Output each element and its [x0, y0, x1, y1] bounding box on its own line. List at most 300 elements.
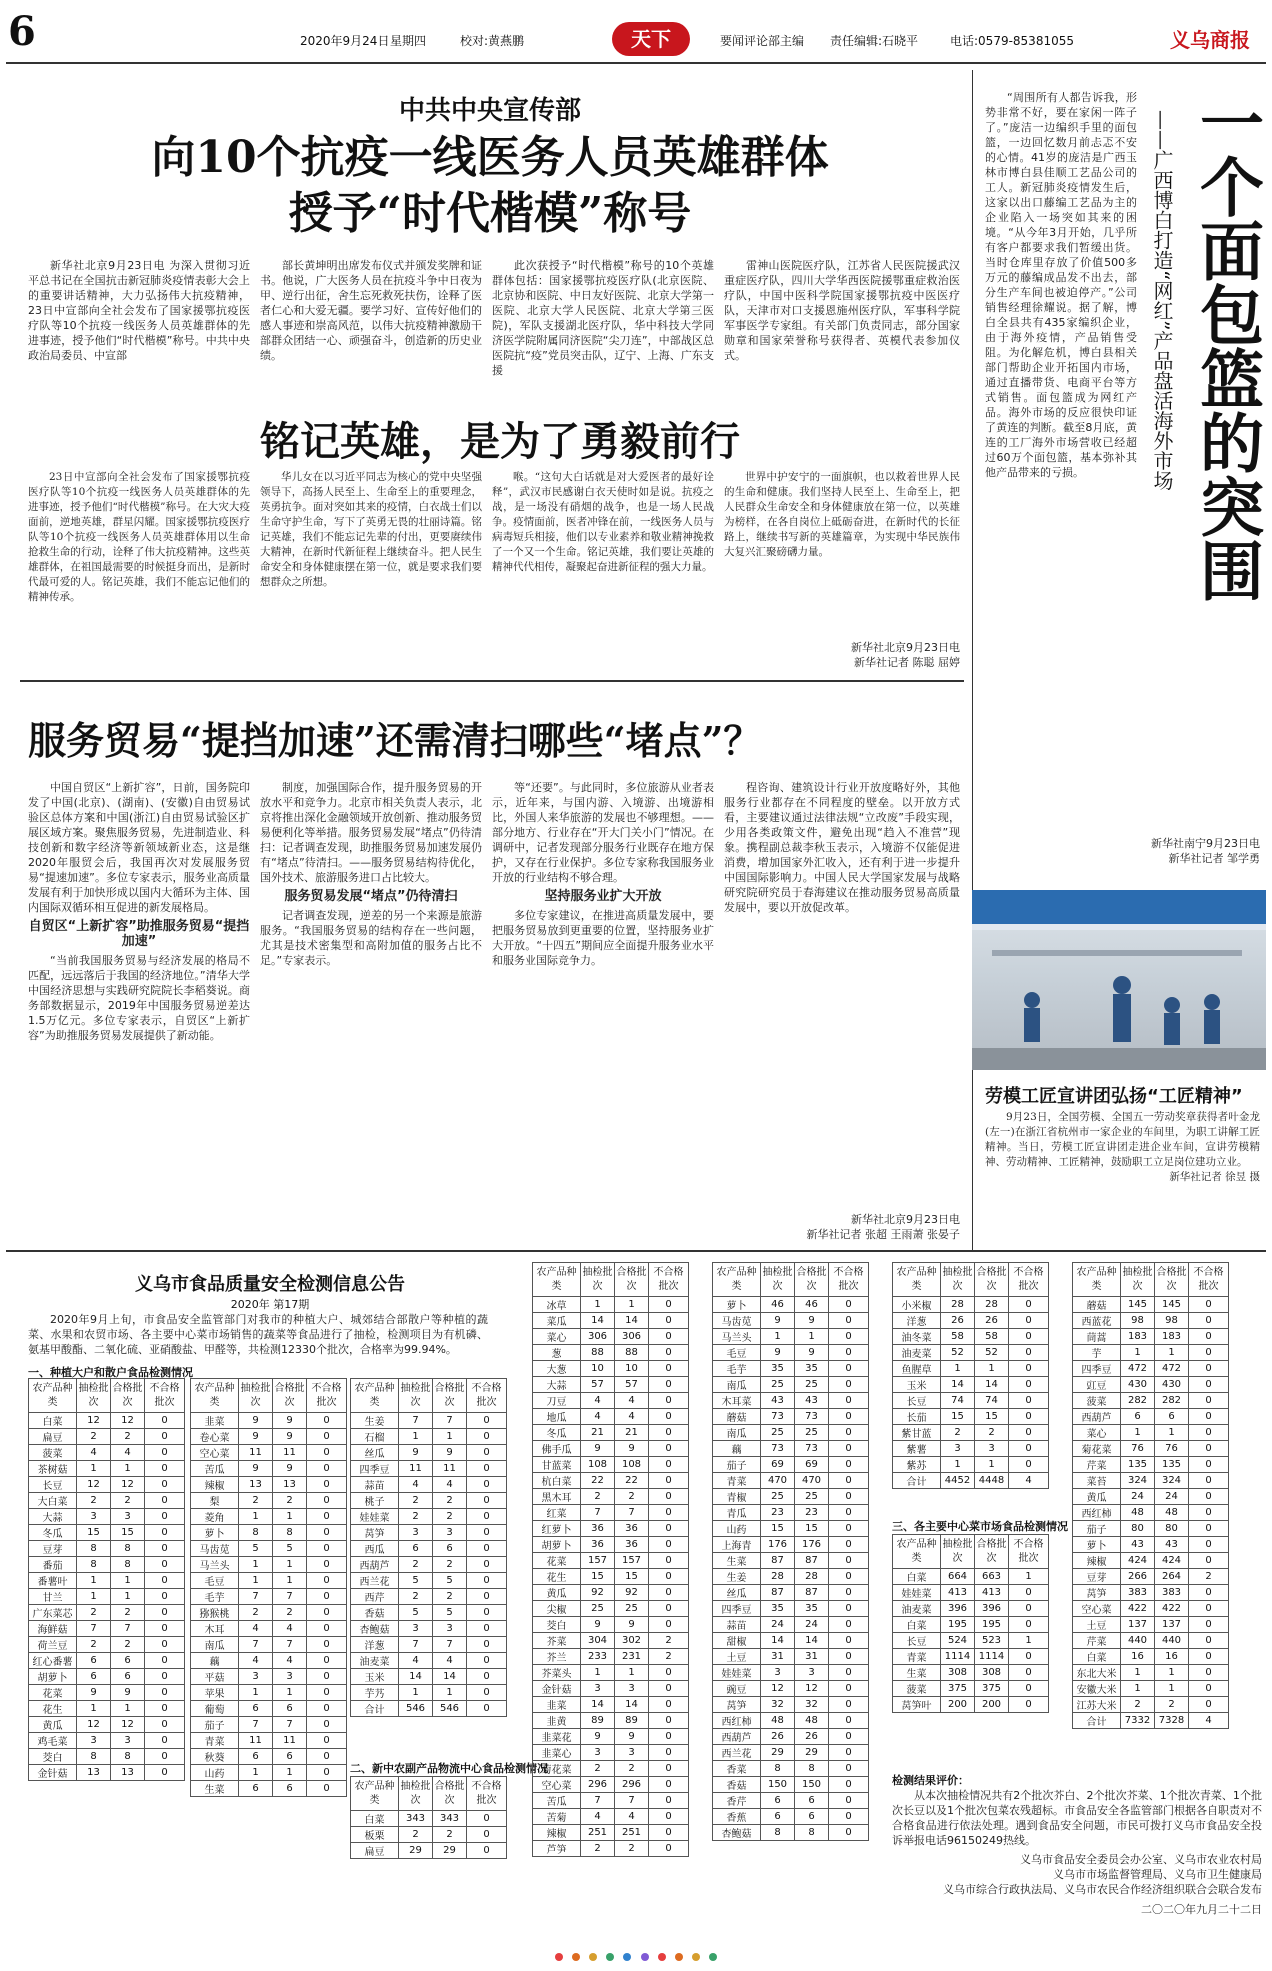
- table-cell: 0: [829, 1617, 869, 1633]
- table-cell: 芹菜: [1073, 1457, 1121, 1473]
- table-cell: 57: [581, 1377, 615, 1393]
- table-cell: 0: [829, 1329, 869, 1345]
- food-table-6: [712, 1262, 869, 1841]
- table-cell: 2: [649, 1649, 689, 1665]
- table-cell: 25: [761, 1377, 795, 1393]
- table-row: [29, 1749, 185, 1765]
- table-cell: 0: [1189, 1393, 1229, 1409]
- table-cell: 合计: [1073, 1713, 1121, 1729]
- table-cell: 0: [829, 1665, 869, 1681]
- food-sec2-title: 二、新中农副产品物流中心食品检测情况: [350, 1762, 548, 1775]
- table-cell: 440: [1155, 1633, 1189, 1649]
- table-cell: 0: [1009, 1329, 1049, 1345]
- column-header: 合格批次: [615, 1263, 649, 1297]
- column-header: 农产品种类: [533, 1263, 581, 1297]
- table-cell: 0: [467, 1541, 507, 1557]
- table-cell: 6: [77, 1669, 111, 1685]
- table-cell: 6: [273, 1701, 307, 1717]
- table-row: [29, 1669, 185, 1685]
- table-cell: 25: [761, 1425, 795, 1441]
- table-cell: 0: [1009, 1457, 1049, 1473]
- table-cell: 莴笋: [351, 1525, 399, 1541]
- table-row: [713, 1441, 869, 1457]
- table-row: [191, 1605, 347, 1621]
- table-cell: 195: [975, 1617, 1009, 1633]
- table-row: [713, 1601, 869, 1617]
- table-cell: 0: [145, 1477, 185, 1493]
- table-cell: 0: [307, 1525, 347, 1541]
- column-header: 合格批次: [273, 1379, 307, 1413]
- table-cell: 88: [581, 1345, 615, 1361]
- table-cell: 2: [399, 1509, 433, 1525]
- table-cell: 苦菊: [533, 1809, 581, 1825]
- table-cell: 9: [581, 1729, 615, 1745]
- table-cell: 西葫芦: [1073, 1409, 1121, 1425]
- footer-dot: [675, 1953, 683, 1961]
- table-cell: 板栗: [351, 1827, 399, 1843]
- table-cell: 35: [761, 1361, 795, 1377]
- footer-dot: [709, 1953, 717, 1961]
- table-cell: 302: [615, 1633, 649, 1649]
- food-table-9: [1072, 1262, 1229, 1729]
- column-header: 抽检批次: [239, 1379, 273, 1413]
- table-cell: 空心菜: [191, 1445, 239, 1461]
- table-cell: 22: [615, 1473, 649, 1489]
- table-cell: 12: [111, 1717, 145, 1733]
- table-cell: 4: [581, 1809, 615, 1825]
- table-cell: 茭白: [29, 1749, 77, 1765]
- table-cell: 15: [941, 1409, 975, 1425]
- table-cell: 6: [433, 1541, 467, 1557]
- food-signers: 义乌市食品安全委员会办公室、义乌市农业农村局 义乌市市场监督管理局、义乌市卫生健康局 义乌市综合行政执法局、义乌市农民合作经济组织联合会联合发布: [943, 1853, 1262, 1896]
- table-cell: 0: [829, 1441, 869, 1457]
- table-cell: 4: [399, 1477, 433, 1493]
- table-cell: 大蒜: [29, 1509, 77, 1525]
- side-title: 一个面包篮的突围: [1189, 90, 1264, 602]
- table-cell: 8: [795, 1825, 829, 1841]
- table-cell: 安徽大米: [1073, 1681, 1121, 1697]
- table-row: [713, 1505, 869, 1521]
- table-header-row: [533, 1263, 689, 1297]
- table-cell: 紫薯: [893, 1441, 941, 1457]
- table-cell: 0: [1189, 1457, 1229, 1473]
- table-cell: 1: [273, 1765, 307, 1781]
- footer-dot: [658, 1953, 666, 1961]
- table-cell: 菱角: [191, 1509, 239, 1525]
- table-cell: 0: [829, 1345, 869, 1361]
- table-cell: 43: [795, 1393, 829, 1409]
- table-cell: 4: [273, 1653, 307, 1669]
- table-cell: 0: [829, 1393, 869, 1409]
- table-row: [893, 1665, 1049, 1681]
- table-row: [533, 1761, 689, 1777]
- table-cell: 9: [795, 1313, 829, 1329]
- table-cell: 0: [1189, 1553, 1229, 1569]
- table-cell: 2: [239, 1493, 273, 1509]
- table-cell: 木耳菜: [713, 1393, 761, 1409]
- table-cell: 杏鲍菇: [713, 1825, 761, 1841]
- table-row: [351, 1605, 507, 1621]
- table-cell: 0: [1189, 1473, 1229, 1489]
- table-row: [351, 1557, 507, 1573]
- food-table-5: [532, 1262, 689, 1857]
- table-cell: 1: [1155, 1345, 1189, 1361]
- table-cell: 9: [273, 1429, 307, 1445]
- table-row: [1073, 1633, 1229, 1649]
- table-cell: 四季豆: [351, 1461, 399, 1477]
- table-cell: 香蕉: [713, 1809, 761, 1825]
- table-cell: 29: [761, 1745, 795, 1761]
- column-header: 农产品种类: [713, 1263, 761, 1297]
- table-cell: 7: [273, 1589, 307, 1605]
- table-cell: 平菇: [191, 1669, 239, 1685]
- table-row: [351, 1653, 507, 1669]
- table-cell: 0: [307, 1605, 347, 1621]
- eval-text: 从本次抽检情况共有2个批次芥白、2个批次芥菜、1个批次青菜、1个批次长豆以及1个批次包菜农残超标。市食品安全各监管部门根据各自职责对不合格食品进行依法处理。遇到食品安全问题，市民可拨打义乌市食品安全投诉举报电话96150249热线。: [892, 1789, 1262, 1847]
- table-row: [1073, 1393, 1229, 1409]
- table-row: [713, 1729, 869, 1745]
- table-cell: 470: [795, 1473, 829, 1489]
- table-cell: 0: [829, 1729, 869, 1745]
- table-cell: 2: [273, 1605, 307, 1621]
- column-header: 农产品种类: [351, 1379, 399, 1413]
- table-cell: 472: [1155, 1361, 1189, 1377]
- table-cell: 396: [941, 1601, 975, 1617]
- table-cell: 2: [615, 1761, 649, 1777]
- table-cell: 36: [581, 1521, 615, 1537]
- table-cell: 375: [975, 1681, 1009, 1697]
- table-cell: 0: [307, 1621, 347, 1637]
- table-row: [533, 1841, 689, 1857]
- table-cell: 1: [1121, 1665, 1155, 1681]
- table-cell: 7: [399, 1413, 433, 1429]
- table-row: [351, 1445, 507, 1461]
- table-cell: 海鲜菇: [29, 1621, 77, 1637]
- table-cell: 306: [581, 1329, 615, 1345]
- table-cell: 1: [77, 1573, 111, 1589]
- table-row: [191, 1637, 347, 1653]
- table-cell: 蒜苗: [713, 1617, 761, 1633]
- commentary-col-3: 喉。“这句大白话就是对大爱医者的最好诠释”，武汉市民感谢白衣天使时如是说。抗疫之战，是一场没有硝烟的战争，也是一场人民战争。疫情面前，医者冲锋在前，一线医务人员与病毒短兵相接，他们以专业素养和敬业精神挽救了一个又一个生命。铭记英雄，我们要让英雄的精神代代相传，凝聚起奋进新征程的强大力量。: [492, 471, 714, 573]
- table-cell: 2: [615, 1841, 649, 1857]
- table-cell: 0: [1009, 1377, 1049, 1393]
- table-cell: 0: [829, 1713, 869, 1729]
- table-cell: 番薯叶: [29, 1573, 77, 1589]
- table-cell: 山药: [191, 1765, 239, 1781]
- table-row: [533, 1633, 689, 1649]
- table-cell: 0: [1009, 1425, 1049, 1441]
- footer-dots: [0, 1946, 1272, 1965]
- table-cell: 黄瓜: [29, 1717, 77, 1733]
- table-row: [29, 1413, 185, 1429]
- table-cell: 生菜: [893, 1665, 941, 1681]
- table-cell: 24: [761, 1617, 795, 1633]
- column-header: 合格批次: [1155, 1263, 1189, 1297]
- side-byline: 新华社南宁9月23日电 新华社记者 邹学勇: [1151, 837, 1260, 865]
- table-cell: 紫甘蓝: [893, 1425, 941, 1441]
- table-cell: 0: [649, 1489, 689, 1505]
- table-cell: 丝瓜: [351, 1445, 399, 1461]
- table-cell: 523: [975, 1633, 1009, 1649]
- table-cell: 14: [615, 1697, 649, 1713]
- table-row: [1073, 1377, 1229, 1393]
- table-cell: 9: [615, 1729, 649, 1745]
- table-cell: 0: [829, 1377, 869, 1393]
- table-cell: 0: [145, 1733, 185, 1749]
- trade-title: 服务贸易“提挡加速”还需清扫哪些“堵点”？: [28, 718, 762, 763]
- table-cell: 豆芽: [29, 1541, 77, 1557]
- table-cell: 15: [761, 1521, 795, 1537]
- table-row: [191, 1509, 347, 1525]
- trade-byline: 新华社北京9月23日电 新华社记者 张超 王雨萧 张晏子: [806, 1213, 960, 1241]
- table-cell: 0: [467, 1827, 507, 1843]
- table-cell: 1: [273, 1685, 307, 1701]
- table-cell: 7: [615, 1505, 649, 1521]
- table-cell: 2: [399, 1493, 433, 1509]
- table-row: [533, 1393, 689, 1409]
- table-row: [29, 1541, 185, 1557]
- lead-col-3: 此次获授予“时代楷模”称号的10个英雄群体包括：国家援鄂抗疫医疗队(北京医院、北京协和医院、中日友好医院、北京大学第一医院、北京大学人民医院、北京大学第三医院)，军队支援湖北医疗队，华中科技大学同济医学院附属同济医院“尖刀连”，中部战区总医院抗“疫”党员突击队，辽宁、上海、广东支援: [492, 259, 714, 377]
- column-header: 不合格批次: [467, 1379, 507, 1413]
- table-cell: 0: [467, 1669, 507, 1685]
- table-cell: 0: [467, 1621, 507, 1637]
- table-row: [191, 1557, 347, 1573]
- table-cell: 176: [795, 1537, 829, 1553]
- table-cell: 红萝卜: [533, 1521, 581, 1537]
- table-row: [1073, 1681, 1229, 1697]
- table-cell: 413: [941, 1585, 975, 1601]
- table-cell: 6: [1155, 1409, 1189, 1425]
- food-table-4: [350, 1776, 507, 1859]
- table-cell: 2: [649, 1633, 689, 1649]
- table-cell: 69: [795, 1457, 829, 1473]
- table-cell: 324: [1155, 1473, 1189, 1489]
- table-cell: 2: [399, 1827, 433, 1843]
- table-row: [893, 1361, 1049, 1377]
- table-cell: 0: [307, 1781, 347, 1797]
- table-row: [893, 1329, 1049, 1345]
- table-cell: 5: [433, 1605, 467, 1621]
- table-row: [533, 1505, 689, 1521]
- table-row: [713, 1329, 869, 1345]
- table-cell: 青菜: [191, 1733, 239, 1749]
- table-header-row: [351, 1379, 507, 1413]
- table-cell: 油麦菜: [893, 1601, 941, 1617]
- table-cell: 红心番薯: [29, 1653, 77, 1669]
- table-cell: 0: [307, 1493, 347, 1509]
- table-row: [893, 1681, 1049, 1697]
- table-cell: 娃娃菜: [713, 1665, 761, 1681]
- table-cell: 尖椒: [533, 1601, 581, 1617]
- table-cell: 1: [111, 1573, 145, 1589]
- table-cell: 9: [77, 1685, 111, 1701]
- table-cell: 西葫芦: [351, 1557, 399, 1573]
- table-cell: 2: [239, 1605, 273, 1621]
- table-cell: 0: [145, 1685, 185, 1701]
- table-row: [533, 1825, 689, 1841]
- table-cell: 南瓜: [713, 1425, 761, 1441]
- table-cell: 2: [111, 1493, 145, 1509]
- column-header: 农产品种类: [1073, 1263, 1121, 1297]
- table-row: [351, 1509, 507, 1525]
- table-cell: 花生: [29, 1701, 77, 1717]
- table-row: [191, 1573, 347, 1589]
- photo-body: 9月23日，全国劳模、全国五一劳动奖章获得者叶金龙(左一)在浙江省杭州市一家企业的车间里，为职工讲解工匠精神。当日，劳模工匠宣讲团走进企业车间，宣讲劳模精神、劳动精神、工匠精神，鼓励职工立足岗位建功立业。 新华社记者 徐昱 摄: [985, 1111, 1260, 1183]
- table-cell: 7: [433, 1413, 467, 1429]
- table-cell: 茄子: [191, 1717, 239, 1733]
- table-cell: 8: [761, 1761, 795, 1777]
- table-cell: 137: [1155, 1617, 1189, 1633]
- table-cell: 0: [307, 1717, 347, 1733]
- table-cell: 48: [795, 1713, 829, 1729]
- table-cell: 470: [761, 1473, 795, 1489]
- table-cell: 1: [239, 1509, 273, 1525]
- table-cell: 马兰头: [713, 1329, 761, 1345]
- table-row: [29, 1461, 185, 1477]
- phone: 电话:0579-85381055: [950, 34, 1074, 48]
- table-cell: 0: [649, 1409, 689, 1425]
- table-cell: 87: [795, 1585, 829, 1601]
- table-cell: 蘑菇: [1073, 1297, 1121, 1313]
- table-cell: 洋葱: [351, 1637, 399, 1653]
- table-cell: 664: [941, 1569, 975, 1585]
- table-cell: 冰草: [533, 1297, 581, 1313]
- table-cell: 0: [145, 1749, 185, 1765]
- table-cell: 杏鲍菇: [351, 1621, 399, 1637]
- table-cell: 8: [77, 1557, 111, 1573]
- table-cell: 0: [1189, 1633, 1229, 1649]
- table-row: [351, 1827, 507, 1843]
- table-cell: 3: [433, 1621, 467, 1637]
- table-cell: 24: [1155, 1489, 1189, 1505]
- column-header: 农产品种类: [351, 1777, 399, 1811]
- table-row: [29, 1653, 185, 1669]
- table-cell: 32: [761, 1697, 795, 1713]
- table-cell: 0: [1189, 1601, 1229, 1617]
- table-cell: 0: [1009, 1361, 1049, 1377]
- section-divider: [20, 680, 964, 682]
- table-row: [713, 1569, 869, 1585]
- table-cell: 毛芋: [713, 1361, 761, 1377]
- table-cell: 地瓜: [533, 1409, 581, 1425]
- table-cell: 0: [1189, 1313, 1229, 1329]
- column-header: 农产品种类: [29, 1379, 77, 1413]
- table-row: [1073, 1617, 1229, 1633]
- table-cell: 鱼腥草: [893, 1361, 941, 1377]
- table-cell: 1: [111, 1461, 145, 1477]
- table-cell: 辣椒: [1073, 1553, 1121, 1569]
- table-cell: 0: [307, 1733, 347, 1749]
- photo-caption: 劳模工匠宣讲团弘扬“工匠精神”: [985, 1086, 1243, 1107]
- column-header: 不合格批次: [1189, 1263, 1229, 1297]
- table-row: [29, 1429, 185, 1445]
- table-cell: 0: [1009, 1665, 1049, 1681]
- table-cell: 7: [273, 1717, 307, 1733]
- table-cell: 0: [307, 1701, 347, 1717]
- table-cell: 0: [829, 1825, 869, 1841]
- table-cell: 14: [399, 1669, 433, 1685]
- table-cell: 0: [649, 1809, 689, 1825]
- table-cell: 0: [307, 1765, 347, 1781]
- table-cell: 14: [581, 1313, 615, 1329]
- table-cell: 383: [1155, 1585, 1189, 1601]
- table-cell: 8: [111, 1557, 145, 1573]
- table-cell: 6: [111, 1669, 145, 1685]
- table-row: [1073, 1713, 1229, 1729]
- lead-col-2: 部长黄坤明出席发布仪式并颁发奖牌和证书。他说，广大医务人员在抗疫斗争中日夜为甲、逆行出征，舍生忘死救死扶伤，诠释了医者仁心和大爱无疆。要学习好、宣传好他们的感人事迹和崇高风范，以伟大抗疫精神激励干部群众团结一心、顽强奋斗，创造新的历史业绩。: [260, 259, 482, 362]
- table-cell: 猕猴桃: [191, 1605, 239, 1621]
- editor-dept: 要闻评论部主编: [720, 34, 805, 48]
- table-cell: 香菇: [713, 1777, 761, 1793]
- table-cell: 0: [829, 1297, 869, 1313]
- column-header: 合格批次: [433, 1379, 467, 1413]
- table-cell: 茄子: [1073, 1521, 1121, 1537]
- table-cell: 0: [829, 1409, 869, 1425]
- table-cell: 1: [615, 1665, 649, 1681]
- table-row: [713, 1825, 869, 1841]
- table-cell: 红菜: [533, 1505, 581, 1521]
- table-cell: 8: [77, 1541, 111, 1557]
- table-cell: 0: [467, 1557, 507, 1573]
- column-header: 抽检批次: [941, 1263, 975, 1297]
- table-cell: 9: [795, 1345, 829, 1361]
- table-row: [29, 1525, 185, 1541]
- table-row: [1073, 1345, 1229, 1361]
- table-cell: 251: [581, 1825, 615, 1841]
- table-cell: 343: [399, 1811, 433, 1827]
- table-cell: 3: [581, 1745, 615, 1761]
- table-cell: 0: [1189, 1617, 1229, 1633]
- table-cell: 183: [1155, 1329, 1189, 1345]
- table-cell: 4: [111, 1445, 145, 1461]
- table-row: [191, 1445, 347, 1461]
- table-cell: 0: [307, 1477, 347, 1493]
- table-cell: 12: [77, 1413, 111, 1429]
- table-cell: 13: [273, 1477, 307, 1493]
- table-cell: 白菜: [893, 1617, 941, 1633]
- table-cell: 7: [239, 1637, 273, 1653]
- table-cell: 6: [761, 1809, 795, 1825]
- table-cell: 74: [975, 1393, 1009, 1409]
- table-row: [533, 1585, 689, 1601]
- table-cell: 大蒜: [533, 1377, 581, 1393]
- table-cell: 0: [145, 1589, 185, 1605]
- table-cell: 25: [795, 1377, 829, 1393]
- table-row: [893, 1601, 1049, 1617]
- table-cell: 4: [77, 1445, 111, 1461]
- table-cell: 9: [761, 1345, 795, 1361]
- table-cell: 7: [581, 1505, 615, 1521]
- table-cell: 卷心菜: [191, 1429, 239, 1445]
- table-cell: 2: [273, 1493, 307, 1509]
- table-row: [713, 1521, 869, 1537]
- table-cell: 萝卜: [191, 1525, 239, 1541]
- table-cell: 24: [795, 1617, 829, 1633]
- table-row: [351, 1589, 507, 1605]
- table-row: [893, 1697, 1049, 1713]
- table-cell: 9: [111, 1685, 145, 1701]
- table-cell: 辣椒: [191, 1477, 239, 1493]
- table-cell: 422: [1121, 1601, 1155, 1617]
- table-cell: 16: [1155, 1649, 1189, 1665]
- table-cell: 46: [795, 1297, 829, 1313]
- table-cell: 0: [649, 1425, 689, 1441]
- table-header-row: [191, 1379, 347, 1413]
- table-row: [713, 1745, 869, 1761]
- table-cell: 0: [829, 1697, 869, 1713]
- table-cell: 白菜: [893, 1569, 941, 1585]
- table-cell: 0: [1009, 1297, 1049, 1313]
